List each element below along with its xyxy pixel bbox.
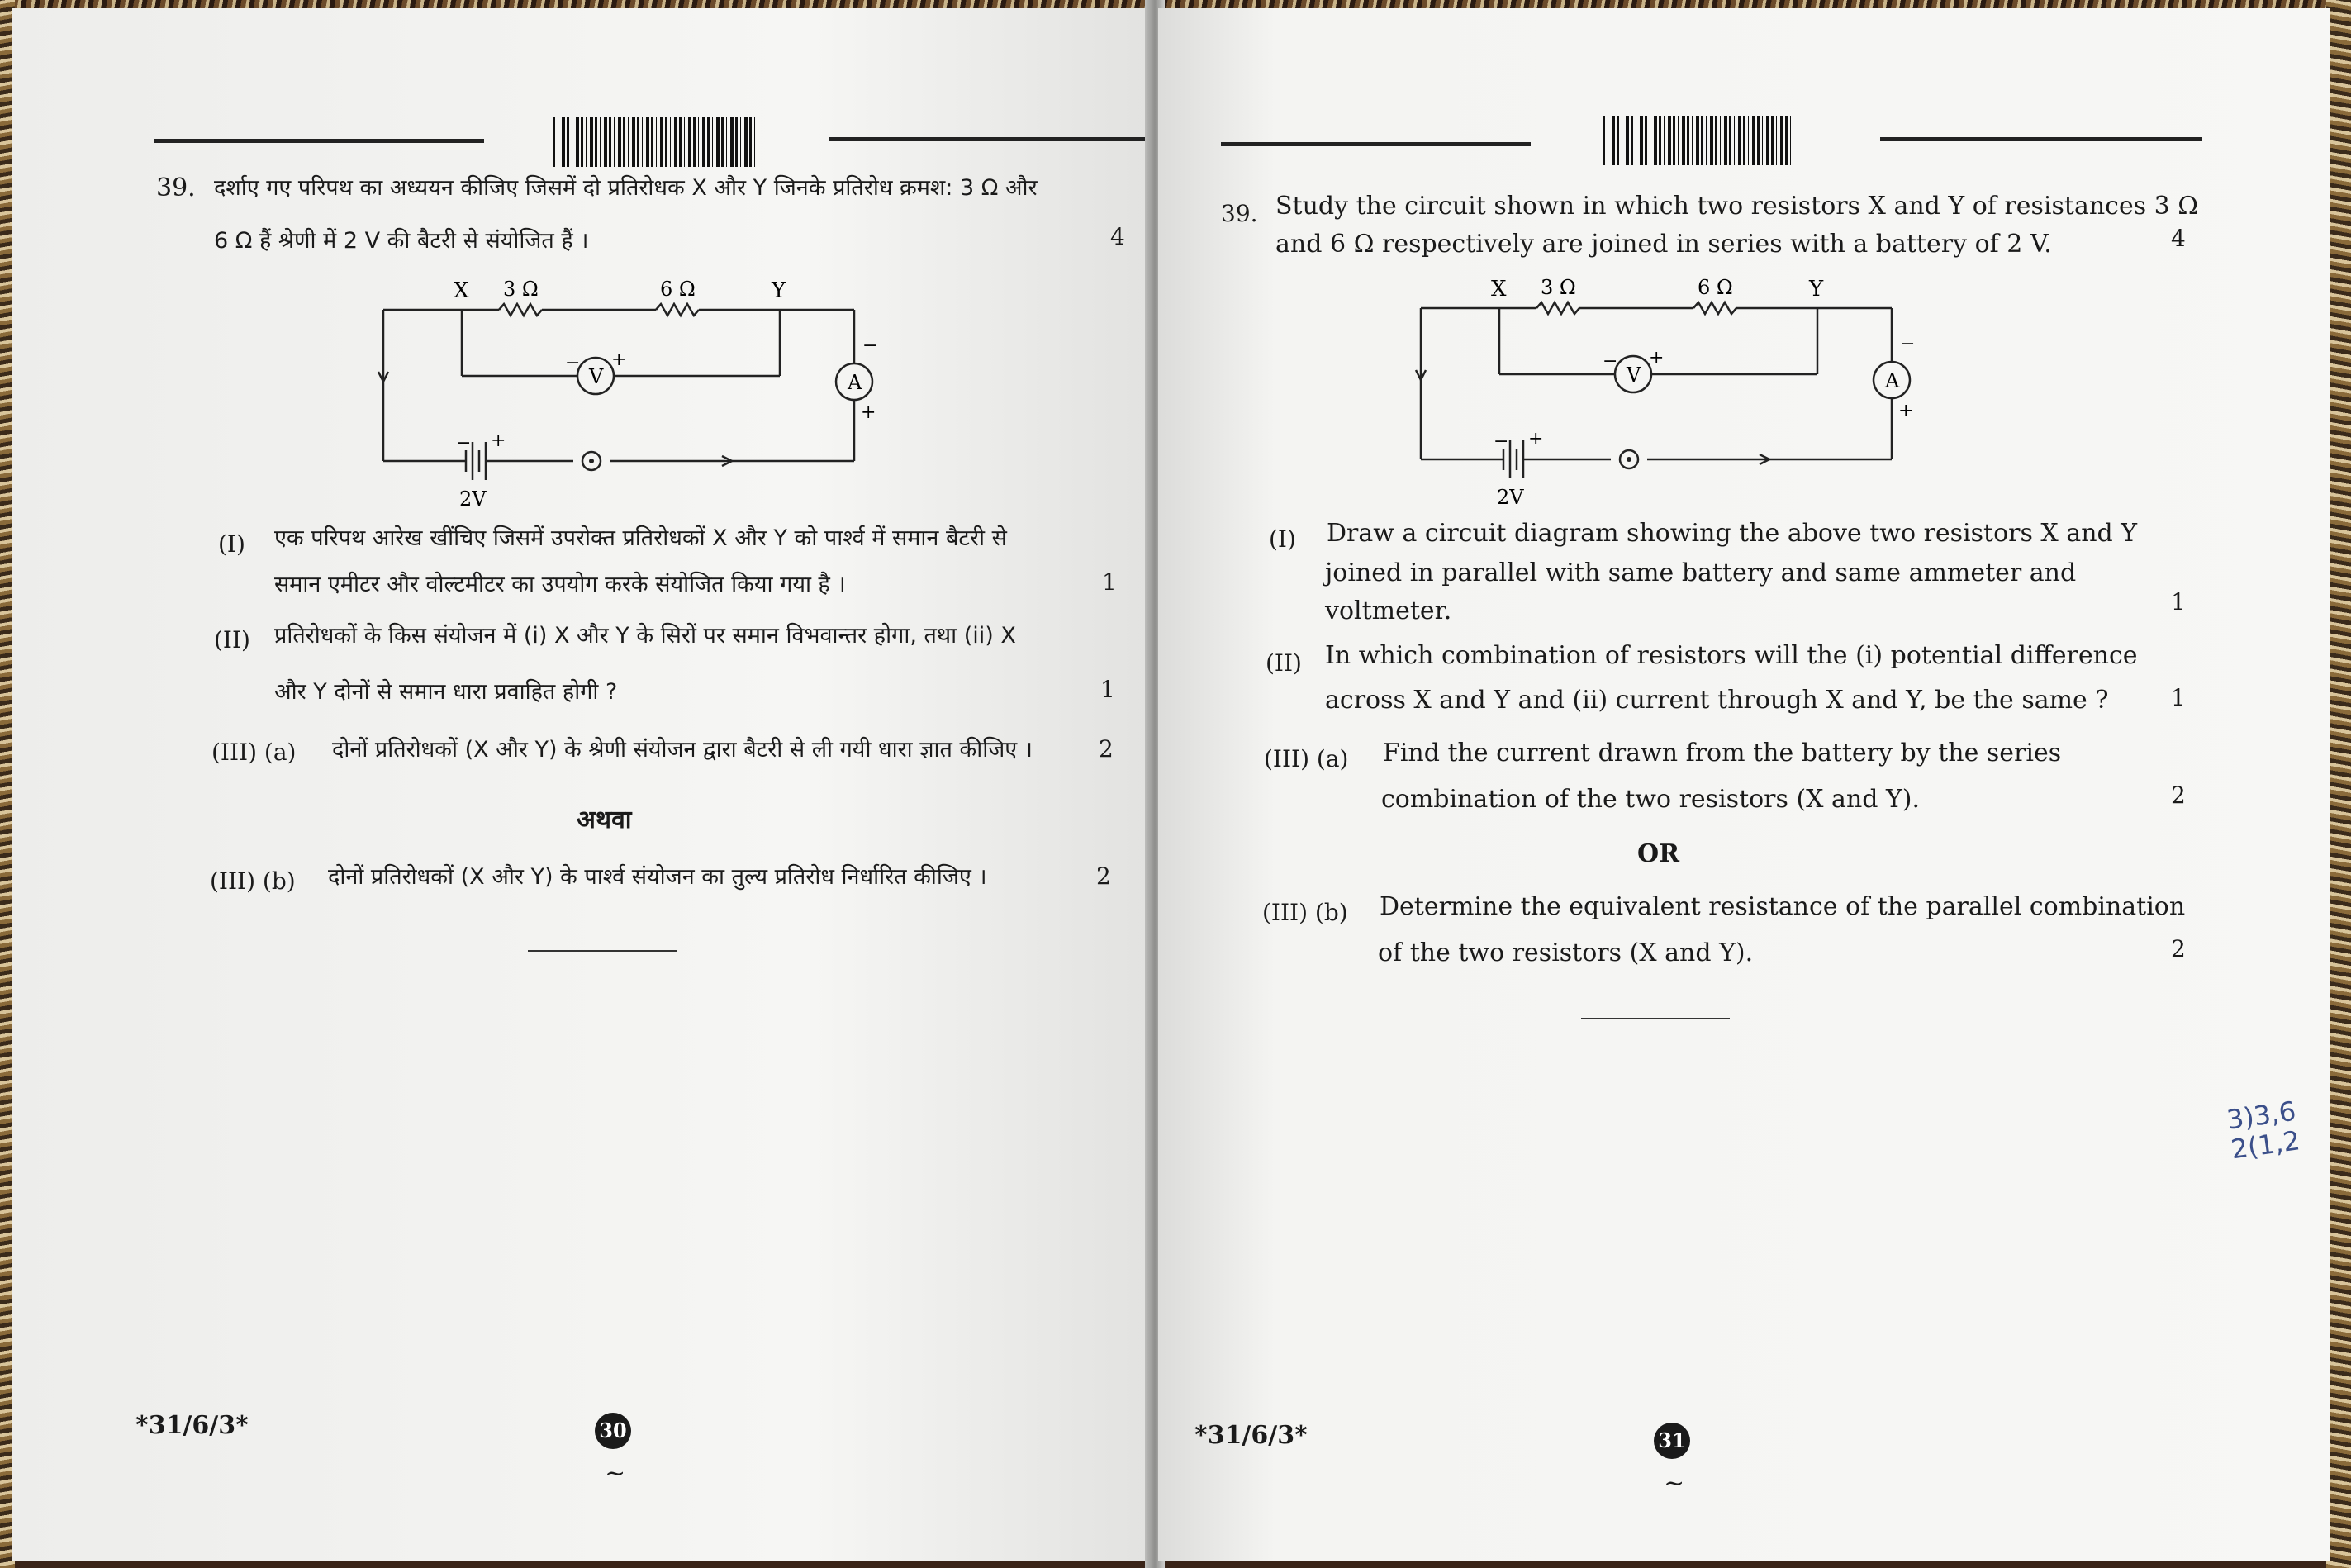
part-2-text: और Y दोनों से समान धारा प्रवाहित होगी ? — [274, 679, 618, 705]
question-text-line: दर्शाए गए परिपथ का अध्ययन कीजिए जिसमें दो प्रतिरोधक X और Y जिनके प्रतिरोध क्रमश: 3 Ω और — [214, 175, 1038, 201]
question-text-line: and 6 Ω respectively are joined in series with a battery of 2 V. — [1275, 230, 2052, 259]
resistor-6-ohm-label: 6 Ω — [660, 278, 696, 301]
battery-voltage-label: 2V — [459, 487, 487, 511]
question-text-line: Study the circuit shown in which two resistors X and Y of resistances 3 Ω — [1275, 192, 2199, 221]
voltmeter-label: V — [1627, 363, 1641, 387]
question-text-line: 6 Ω हैं श्रेणी में 2 V की बैटरी से संयोजित हैं । — [214, 228, 589, 254]
part-3b-label: (III) (b) — [210, 867, 296, 895]
part-3b-text: दोनों प्रतिरोधकों (X और Y) के पार्श्व संयोजन का तुल्य प्रतिरोध निर्धारित कीजिए । — [328, 864, 987, 890]
circuit-diagram — [1404, 271, 1916, 511]
voltmeter-label: V — [589, 365, 604, 388]
voltmeter-plus: + — [1649, 348, 1665, 368]
part-1-marks: 1 — [2171, 588, 2186, 615]
ammeter-label: A — [1885, 369, 1900, 392]
part-1-text: समान एमीटर और वोल्टमीटर का उपयोग करके संयोजित किया गया है । — [274, 572, 846, 597]
barcode — [1603, 116, 1794, 165]
question-number: 39. — [1221, 200, 1258, 227]
end-of-question-rule — [528, 950, 677, 952]
part-1-text: एक परिपथ आरेख खींचिए जिसमें उपरोक्त प्रतिरोधकों X और Y को पार्श्व में समान बैटरी से — [274, 525, 1007, 551]
part-1-label: (I) — [1269, 525, 1296, 553]
question-marks: 4 — [2171, 225, 2186, 252]
part-2-marks: 1 — [1100, 676, 1115, 703]
part-2-label: (II) — [1266, 649, 1302, 677]
circuit-label-y: Y — [1809, 277, 1824, 302]
part-2-text: प्रतिरोधकों के किस संयोजन में (i) X और Y के सिरों पर समान विभवान्तर होगा, तथा (ii) X — [274, 623, 1016, 649]
battery-minus: − — [1494, 431, 1509, 452]
part-3b-text: of the two resistors (X and Y). — [1378, 938, 1754, 967]
part-1-marks: 1 — [1102, 568, 1117, 596]
battery-minus: − — [456, 433, 472, 454]
voltmeter-minus: − — [565, 353, 581, 373]
part-1-text: joined in parallel with same battery and same ammeter and — [1325, 558, 2077, 587]
ammeter-minus: − — [862, 335, 878, 356]
part-3a-marks: 2 — [1099, 735, 1114, 763]
or-separator: अथवा — [577, 805, 632, 834]
circuit-diagram — [367, 273, 879, 512]
part-3a-text: Find the current drawn from the battery by the series — [1383, 739, 2062, 767]
footer-tilde: ~ — [605, 1459, 626, 1488]
part-3a-text: दोनों प्रतिरोधकों (X और Y) के श्रेणी संयोजन द्वारा बैटरी से ली गयी धारा ज्ञात कीजिए । — [332, 737, 1033, 763]
voltmeter-minus: − — [1603, 351, 1618, 372]
resistor-3-ohm-label: 3 Ω — [1541, 276, 1576, 299]
ammeter-plus: + — [1898, 401, 1914, 421]
question-marks: 4 — [1110, 223, 1125, 250]
question-number: 39. — [156, 173, 196, 202]
ammeter-minus: − — [1900, 334, 1916, 354]
left-page — [12, 8, 1152, 1561]
battery-voltage-label: 2V — [1497, 486, 1524, 509]
circuit-label-y: Y — [772, 278, 786, 303]
ammeter-plus: + — [861, 402, 876, 423]
footer-paper-code: *31/6/3* — [1194, 1421, 1308, 1450]
page-number: 30 — [595, 1413, 631, 1449]
resistor-3-ohm-label: 3 Ω — [503, 278, 539, 301]
circuit-label-x: X — [1491, 277, 1507, 302]
end-of-question-rule — [1581, 1018, 1730, 1019]
footer-tilde: ~ — [1664, 1469, 1685, 1498]
header-rule-right — [829, 137, 1152, 141]
or-separator: OR — [1637, 839, 1680, 868]
part-1-text: voltmeter. — [1325, 596, 1452, 625]
part-3b-text: Determine the equivalent resistance of the parallel combination — [1380, 892, 2186, 921]
part-3a-label: (III) (a) — [1264, 745, 1349, 772]
fabric-background-right — [2326, 0, 2351, 1568]
header-rule-right — [1880, 137, 2202, 141]
resistor-6-ohm-label: 6 Ω — [1698, 276, 1733, 299]
handwritten-note: 3)3,6 2(1,2 — [2225, 1095, 2302, 1166]
part-1-label: (I) — [218, 530, 245, 558]
page-number: 31 — [1654, 1423, 1690, 1459]
circuit-label-x: X — [454, 278, 469, 303]
part-3a-text: combination of the two resistors (X and Y). — [1381, 785, 1921, 814]
part-2-text: across X and Y and (ii) current through X and Y, be the same ? — [1325, 686, 2109, 715]
barcode — [553, 117, 755, 167]
part-2-label: (II) — [214, 626, 250, 653]
battery-plus: + — [491, 430, 506, 451]
right-page — [1158, 8, 2330, 1561]
header-rule-left — [154, 139, 484, 143]
part-3b-label: (III) (b) — [1262, 899, 1348, 926]
footer-paper-code: *31/6/3* — [135, 1411, 249, 1440]
part-2-text: In which combination of resistors will the (i) potential difference — [1325, 641, 2138, 670]
part-2-marks: 1 — [2171, 684, 2186, 711]
header-rule-left — [1221, 142, 1531, 146]
part-3a-label: (III) (a) — [211, 739, 297, 766]
voltmeter-plus: + — [611, 349, 627, 370]
part-3b-marks: 2 — [2171, 935, 2186, 962]
battery-plus: + — [1528, 429, 1544, 449]
part-3b-marks: 2 — [1096, 862, 1111, 890]
part-3a-marks: 2 — [2171, 782, 2186, 809]
part-1-text: Draw a circuit diagram showing the above two resistors X and Y — [1327, 519, 2138, 548]
ammeter-label: A — [848, 371, 862, 394]
